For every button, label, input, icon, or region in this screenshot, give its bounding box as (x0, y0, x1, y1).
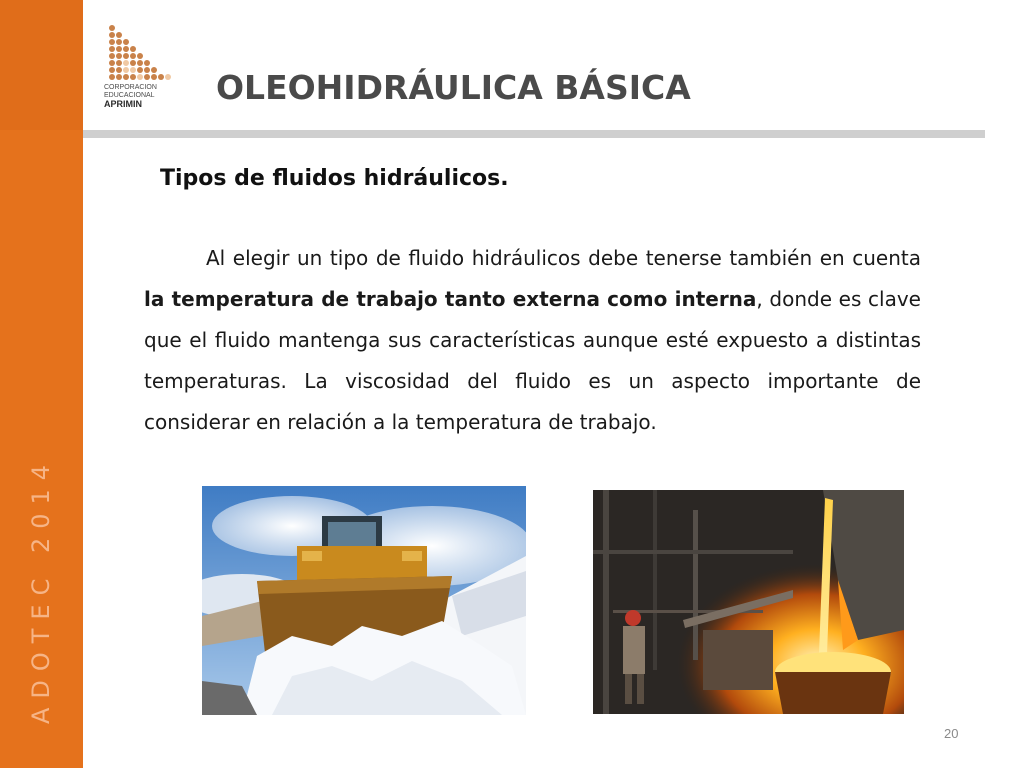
title-divider (83, 130, 985, 138)
body-paragraph (144, 238, 921, 443)
sidebar-vertical-text: ADOTEC 2014 (27, 455, 55, 725)
logo-brand: APRIMIN (104, 99, 142, 109)
paragraph-bold: la temperatura de trabajo tanto externa como interna (144, 287, 757, 311)
section-subtitle: Tipos de fluidos hidráulicos. (160, 166, 509, 191)
molten-metal-photo (593, 490, 904, 714)
paragraph-part-2: , donde es clave que el fluido mantenga sus características aunque esté expuesto a distintas temperaturas. La viscosidad del fluido es un aspecto importante de considerar en relación a la temperatura de trabajo. (144, 287, 921, 434)
page-number: 20 (944, 726, 959, 741)
accent-bar-top (0, 0, 83, 130)
logo-caption (104, 84, 176, 108)
paragraph-part-1: Al elegir un tipo de fluido hidráulicos debe tenerse también en cuenta (206, 246, 921, 270)
slide-title: OLEOHIDRÁULICA BÁSICA (216, 68, 691, 107)
logo-line-2: EDUCACIONAL (104, 92, 155, 99)
logo-line-1: CORPORACION (104, 84, 157, 91)
snow-loader-photo (202, 486, 526, 715)
